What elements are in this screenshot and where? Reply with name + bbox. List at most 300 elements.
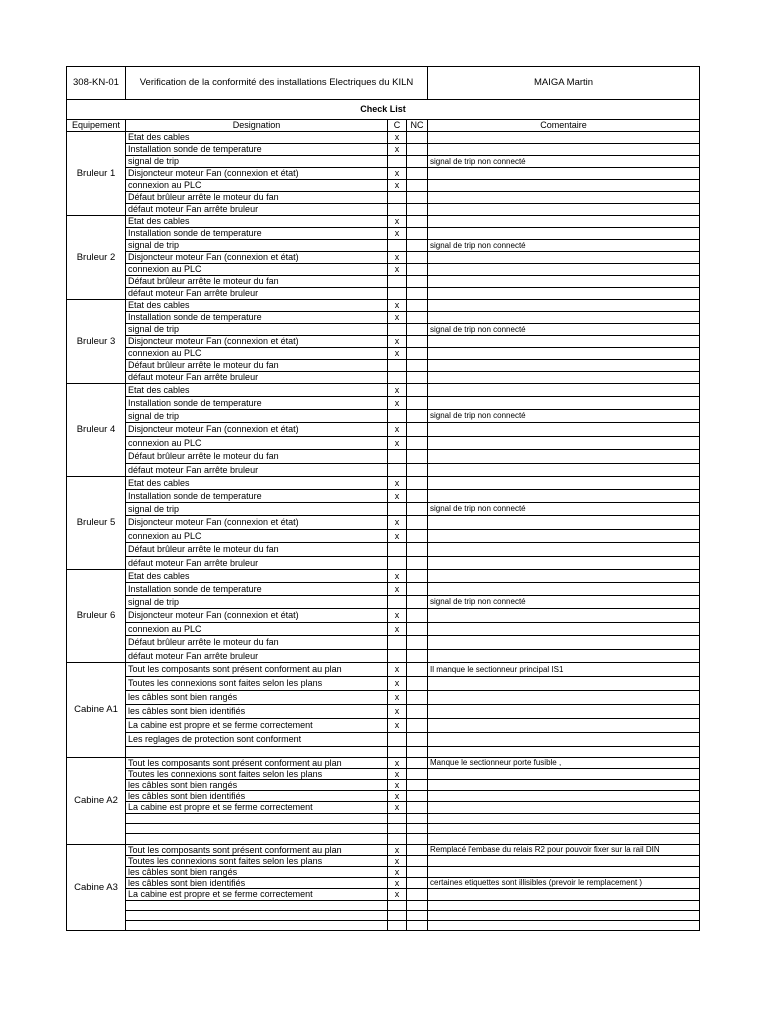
comment-cell	[428, 360, 700, 372]
conforme-cell	[388, 360, 407, 372]
non-conforme-cell	[407, 216, 428, 228]
conforme-cell: x	[388, 228, 407, 240]
col-header-c: C	[388, 120, 407, 132]
conforme-cell	[388, 156, 407, 168]
checklist-sheet	[66, 66, 700, 931]
comment-cell	[428, 856, 700, 867]
designation-cell: Etat des cables	[126, 384, 388, 397]
designation-cell: Etat des cables	[126, 132, 388, 144]
equipement-group-label: Cabine A3	[67, 845, 126, 931]
conforme-cell: x	[388, 437, 407, 450]
designation-cell: Tout les composants sont présent conforment au plan	[126, 663, 388, 677]
conforme-cell: x	[388, 397, 407, 410]
designation-cell	[126, 814, 388, 824]
table-row	[67, 733, 700, 747]
non-conforme-cell	[407, 348, 428, 360]
designation-cell: connexion au PLC	[126, 530, 388, 543]
designation-cell: Installation sonde de temperature	[126, 490, 388, 503]
comment-cell	[428, 583, 700, 596]
conforme-cell: x	[388, 878, 407, 889]
table-row	[67, 180, 700, 192]
conforme-cell	[388, 288, 407, 300]
comment-cell	[428, 384, 700, 397]
column-header-row	[67, 120, 700, 132]
designation-cell: Défaut brûleur arrête le moteur du fan	[126, 192, 388, 204]
non-conforme-cell	[407, 372, 428, 384]
comment-cell	[428, 791, 700, 802]
conforme-cell	[388, 450, 407, 464]
comment-cell	[428, 192, 700, 204]
conforme-cell	[388, 636, 407, 650]
conforme-cell: x	[388, 180, 407, 192]
table-row	[67, 557, 700, 570]
conforme-cell: x	[388, 423, 407, 437]
non-conforme-cell	[407, 911, 428, 921]
conforme-cell	[388, 921, 407, 931]
non-conforme-cell	[407, 677, 428, 691]
table-row	[67, 719, 700, 733]
conforme-cell	[388, 204, 407, 216]
table-row	[67, 464, 700, 477]
designation-cell: signal de trip	[126, 503, 388, 516]
table-row	[67, 240, 700, 252]
table-row	[67, 780, 700, 791]
comment-cell	[428, 911, 700, 921]
designation-cell	[126, 911, 388, 921]
non-conforme-cell	[407, 192, 428, 204]
designation-cell: Installation sonde de temperature	[126, 144, 388, 156]
comment-cell	[428, 372, 700, 384]
designation-cell: les câbles sont bien identifiés	[126, 878, 388, 889]
comment-cell	[428, 570, 700, 583]
designation-cell: Défaut brûleur arrête le moteur du fan	[126, 276, 388, 288]
table-row	[67, 758, 700, 769]
checklist-title-row	[67, 100, 700, 120]
conforme-cell: x	[388, 336, 407, 348]
comment-cell	[428, 228, 700, 240]
table-row	[67, 312, 700, 324]
designation-cell: signal de trip	[126, 240, 388, 252]
designation-cell: Etat des cables	[126, 300, 388, 312]
table-row	[67, 609, 700, 623]
comment-cell	[428, 802, 700, 814]
equipement-group-label: Bruleur 6	[67, 570, 126, 663]
designation-cell	[126, 824, 388, 834]
conforme-cell: x	[388, 889, 407, 901]
equipement-group-label: Bruleur 5	[67, 477, 126, 570]
comment-cell	[428, 889, 700, 901]
table-row	[67, 623, 700, 636]
table-row	[67, 397, 700, 410]
table-row	[67, 677, 700, 691]
conforme-cell: x	[388, 144, 407, 156]
designation-cell: connexion au PLC	[126, 437, 388, 450]
comment-cell	[428, 300, 700, 312]
table-row	[67, 132, 700, 144]
table-row	[67, 889, 700, 901]
designation-cell: défaut moteur Fan arrête bruleur	[126, 288, 388, 300]
conforme-cell: x	[388, 691, 407, 705]
non-conforme-cell	[407, 824, 428, 834]
table-row	[67, 824, 700, 834]
table-row	[67, 705, 700, 719]
designation-cell: Disjoncteur moteur Fan (connexion et état)	[126, 609, 388, 623]
comment-cell: signal de trip non connecté	[428, 240, 700, 252]
designation-cell: Disjoncteur moteur Fan (connexion et état)	[126, 423, 388, 437]
designation-cell: signal de trip	[126, 410, 388, 423]
conforme-cell: x	[388, 477, 407, 490]
non-conforme-cell	[407, 663, 428, 677]
designation-cell: défaut moteur Fan arrête bruleur	[126, 372, 388, 384]
conforme-cell: x	[388, 252, 407, 264]
non-conforme-cell	[407, 921, 428, 931]
comment-cell: Il manque le sectionneur principal IS1	[428, 663, 700, 677]
designation-cell	[126, 921, 388, 931]
table-row	[67, 583, 700, 596]
designation-cell: Défaut brûleur arrête le moteur du fan	[126, 450, 388, 464]
table-row	[67, 530, 700, 543]
non-conforme-cell	[407, 336, 428, 348]
equipement-group-label: Bruleur 2	[67, 216, 126, 300]
table-row	[67, 802, 700, 814]
comment-cell	[428, 901, 700, 911]
comment-cell: certaines etiquettes sont illisibles (prevoir le remplacement )	[428, 878, 700, 889]
document-title: Verification de la conformité des installations Electriques du KILN	[126, 67, 428, 100]
non-conforme-cell	[407, 814, 428, 824]
checklist-title: Check List	[67, 100, 700, 120]
designation-cell: Disjoncteur moteur Fan (connexion et état)	[126, 336, 388, 348]
document-code: 308-KN-01	[67, 67, 126, 100]
comment-cell	[428, 437, 700, 450]
non-conforme-cell	[407, 180, 428, 192]
conforme-cell: x	[388, 623, 407, 636]
conforme-cell	[388, 543, 407, 557]
non-conforme-cell	[407, 464, 428, 477]
comment-cell	[428, 288, 700, 300]
designation-cell: défaut moteur Fan arrête bruleur	[126, 557, 388, 570]
table-row	[67, 636, 700, 650]
table-row	[67, 834, 700, 845]
comment-cell	[428, 719, 700, 733]
non-conforme-cell	[407, 300, 428, 312]
comment-cell	[428, 464, 700, 477]
designation-cell: Disjoncteur moteur Fan (connexion et état)	[126, 168, 388, 180]
table-row	[67, 144, 700, 156]
designation-cell: connexion au PLC	[126, 623, 388, 636]
comment-cell	[428, 423, 700, 437]
non-conforme-cell	[407, 490, 428, 503]
table-row	[67, 477, 700, 490]
non-conforme-cell	[407, 240, 428, 252]
non-conforme-cell	[407, 252, 428, 264]
designation-cell: défaut moteur Fan arrête bruleur	[126, 204, 388, 216]
conforme-cell: x	[388, 348, 407, 360]
comment-cell	[428, 824, 700, 834]
non-conforme-cell	[407, 477, 428, 490]
conforme-cell	[388, 557, 407, 570]
designation-cell: Etat des cables	[126, 570, 388, 583]
designation-cell: Défaut brûleur arrête le moteur du fan	[126, 543, 388, 557]
table-row	[67, 168, 700, 180]
table-row	[67, 791, 700, 802]
comment-cell: signal de trip non connecté	[428, 410, 700, 423]
non-conforme-cell	[407, 705, 428, 719]
designation-cell: La cabine est propre et se ferme correctement	[126, 719, 388, 733]
designation-cell: Défaut brûleur arrête le moteur du fan	[126, 636, 388, 650]
comment-cell	[428, 543, 700, 557]
designation-cell: connexion au PLC	[126, 348, 388, 360]
conforme-cell: x	[388, 663, 407, 677]
comment-cell	[428, 623, 700, 636]
comment-cell	[428, 780, 700, 791]
non-conforme-cell	[407, 583, 428, 596]
designation-cell: signal de trip	[126, 596, 388, 609]
non-conforme-cell	[407, 423, 428, 437]
comment-cell	[428, 276, 700, 288]
table-row	[67, 543, 700, 557]
table-row	[67, 911, 700, 921]
designation-cell: Etat des cables	[126, 216, 388, 228]
non-conforme-cell	[407, 557, 428, 570]
non-conforme-cell	[407, 384, 428, 397]
equipement-group-label: Bruleur 1	[67, 132, 126, 216]
comment-cell	[428, 705, 700, 719]
conforme-cell: x	[388, 758, 407, 769]
table-row	[67, 570, 700, 583]
comment-cell	[428, 867, 700, 878]
non-conforme-cell	[407, 450, 428, 464]
conforme-cell: x	[388, 719, 407, 733]
conforme-cell: x	[388, 677, 407, 691]
non-conforme-cell	[407, 834, 428, 845]
designation-cell: La cabine est propre et se ferme correctement	[126, 802, 388, 814]
comment-cell	[428, 490, 700, 503]
table-row	[67, 228, 700, 240]
conforme-cell: x	[388, 867, 407, 878]
conforme-cell	[388, 276, 407, 288]
col-header-designation: Designation	[126, 120, 388, 132]
non-conforme-cell	[407, 747, 428, 758]
table-row	[67, 769, 700, 780]
comment-cell	[428, 180, 700, 192]
table-row	[67, 288, 700, 300]
conforme-cell: x	[388, 780, 407, 791]
conforme-cell	[388, 464, 407, 477]
table-row	[67, 663, 700, 677]
conforme-cell	[388, 824, 407, 834]
non-conforme-cell	[407, 623, 428, 636]
equipement-group-label: Cabine A2	[67, 758, 126, 845]
comment-cell	[428, 747, 700, 758]
comment-cell	[428, 336, 700, 348]
comment-cell	[428, 348, 700, 360]
col-header-nc: NC	[407, 120, 428, 132]
non-conforme-cell	[407, 312, 428, 324]
conforme-cell: x	[388, 705, 407, 719]
non-conforme-cell	[407, 769, 428, 780]
conforme-cell	[388, 503, 407, 516]
non-conforme-cell	[407, 758, 428, 769]
designation-cell: Toutes les connexions sont faites selon les plans	[126, 769, 388, 780]
table-row	[67, 596, 700, 609]
comment-cell: signal de trip non connecté	[428, 324, 700, 336]
conforme-cell: x	[388, 132, 407, 144]
designation-cell: connexion au PLC	[126, 264, 388, 276]
non-conforme-cell	[407, 636, 428, 650]
table-row	[67, 156, 700, 168]
col-header-equipement: Equipement	[67, 120, 126, 132]
comment-cell	[428, 516, 700, 530]
designation-cell: signal de trip	[126, 156, 388, 168]
table-row	[67, 324, 700, 336]
conforme-cell: x	[388, 769, 407, 780]
table-row	[67, 450, 700, 464]
table-row	[67, 410, 700, 423]
comment-cell	[428, 168, 700, 180]
comment-cell	[428, 216, 700, 228]
designation-cell: La cabine est propre et se ferme correctement	[126, 889, 388, 901]
comment-cell: Manque le sectionneur porte fusible ,	[428, 758, 700, 769]
equipement-group-label: Bruleur 3	[67, 300, 126, 384]
col-header-commentaire: Comentaire	[428, 120, 700, 132]
comment-cell: signal de trip non connecté	[428, 503, 700, 516]
comment-cell	[428, 834, 700, 845]
conforme-cell	[388, 747, 407, 758]
non-conforme-cell	[407, 324, 428, 336]
non-conforme-cell	[407, 397, 428, 410]
comment-cell	[428, 144, 700, 156]
non-conforme-cell	[407, 204, 428, 216]
conforme-cell	[388, 733, 407, 747]
table-row	[67, 423, 700, 437]
table-row	[67, 867, 700, 878]
non-conforme-cell	[407, 288, 428, 300]
designation-cell: Tout les composants sont présent conforment au plan	[126, 845, 388, 856]
conforme-cell: x	[388, 791, 407, 802]
non-conforme-cell	[407, 878, 428, 889]
document-author: MAIGA Martin	[428, 67, 700, 100]
checklist-table	[66, 66, 700, 931]
conforme-cell	[388, 814, 407, 824]
table-row	[67, 192, 700, 204]
comment-cell	[428, 636, 700, 650]
conforme-cell	[388, 240, 407, 252]
table-row	[67, 691, 700, 705]
conforme-cell: x	[388, 609, 407, 623]
non-conforme-cell	[407, 516, 428, 530]
comment-cell	[428, 530, 700, 543]
non-conforme-cell	[407, 780, 428, 791]
non-conforme-cell	[407, 132, 428, 144]
table-row	[67, 650, 700, 663]
designation-cell: Installation sonde de temperature	[126, 583, 388, 596]
comment-cell	[428, 650, 700, 663]
conforme-cell	[388, 192, 407, 204]
conforme-cell	[388, 596, 407, 609]
non-conforme-cell	[407, 889, 428, 901]
comment-cell: signal de trip non connecté	[428, 156, 700, 168]
comment-cell	[428, 814, 700, 824]
conforme-cell: x	[388, 490, 407, 503]
comment-cell	[428, 677, 700, 691]
designation-cell	[126, 747, 388, 758]
conforme-cell: x	[388, 168, 407, 180]
conforme-cell: x	[388, 802, 407, 814]
conforme-cell	[388, 901, 407, 911]
table-row	[67, 372, 700, 384]
non-conforme-cell	[407, 845, 428, 856]
non-conforme-cell	[407, 609, 428, 623]
table-row	[67, 814, 700, 824]
comment-cell	[428, 609, 700, 623]
conforme-cell: x	[388, 845, 407, 856]
table-row	[67, 490, 700, 503]
designation-cell: Installation sonde de temperature	[126, 312, 388, 324]
non-conforme-cell	[407, 276, 428, 288]
conforme-cell: x	[388, 583, 407, 596]
comment-cell	[428, 769, 700, 780]
comment-cell: Remplacé l'embase du relais R2 pour pouvoir fixer sur la rail DIN	[428, 845, 700, 856]
table-row	[67, 503, 700, 516]
table-row	[67, 516, 700, 530]
designation-cell: Toutes les connexions sont faites selon les plans	[126, 677, 388, 691]
table-row	[67, 921, 700, 931]
non-conforme-cell	[407, 802, 428, 814]
non-conforme-cell	[407, 410, 428, 423]
comment-cell	[428, 132, 700, 144]
non-conforme-cell	[407, 264, 428, 276]
designation-cell	[126, 901, 388, 911]
non-conforme-cell	[407, 530, 428, 543]
non-conforme-cell	[407, 570, 428, 583]
designation-cell: Installation sonde de temperature	[126, 397, 388, 410]
designation-cell: Défaut brûleur arrête le moteur du fan	[126, 360, 388, 372]
conforme-cell: x	[388, 264, 407, 276]
comment-cell	[428, 691, 700, 705]
designation-cell: connexion au PLC	[126, 180, 388, 192]
non-conforme-cell	[407, 437, 428, 450]
non-conforme-cell	[407, 168, 428, 180]
non-conforme-cell	[407, 360, 428, 372]
comment-cell	[428, 312, 700, 324]
conforme-cell: x	[388, 856, 407, 867]
comment-cell: signal de trip non connecté	[428, 596, 700, 609]
conforme-cell	[388, 372, 407, 384]
designation-cell: les câbles sont bien rangés	[126, 780, 388, 791]
conforme-cell: x	[388, 516, 407, 530]
non-conforme-cell	[407, 144, 428, 156]
non-conforme-cell	[407, 867, 428, 878]
table-row	[67, 252, 700, 264]
conforme-cell	[388, 834, 407, 845]
conforme-cell	[388, 911, 407, 921]
non-conforme-cell	[407, 901, 428, 911]
designation-cell: signal de trip	[126, 324, 388, 336]
conforme-cell: x	[388, 570, 407, 583]
conforme-cell	[388, 410, 407, 423]
conforme-cell: x	[388, 312, 407, 324]
table-row	[67, 300, 700, 312]
conforme-cell: x	[388, 300, 407, 312]
designation-cell: Tout les composants sont présent conforment au plan	[126, 758, 388, 769]
non-conforme-cell	[407, 691, 428, 705]
equipement-group-label: Cabine A1	[67, 663, 126, 758]
comment-cell	[428, 450, 700, 464]
designation-cell: les câbles sont bien identifiés	[126, 705, 388, 719]
comment-cell	[428, 252, 700, 264]
table-row	[67, 856, 700, 867]
non-conforme-cell	[407, 596, 428, 609]
